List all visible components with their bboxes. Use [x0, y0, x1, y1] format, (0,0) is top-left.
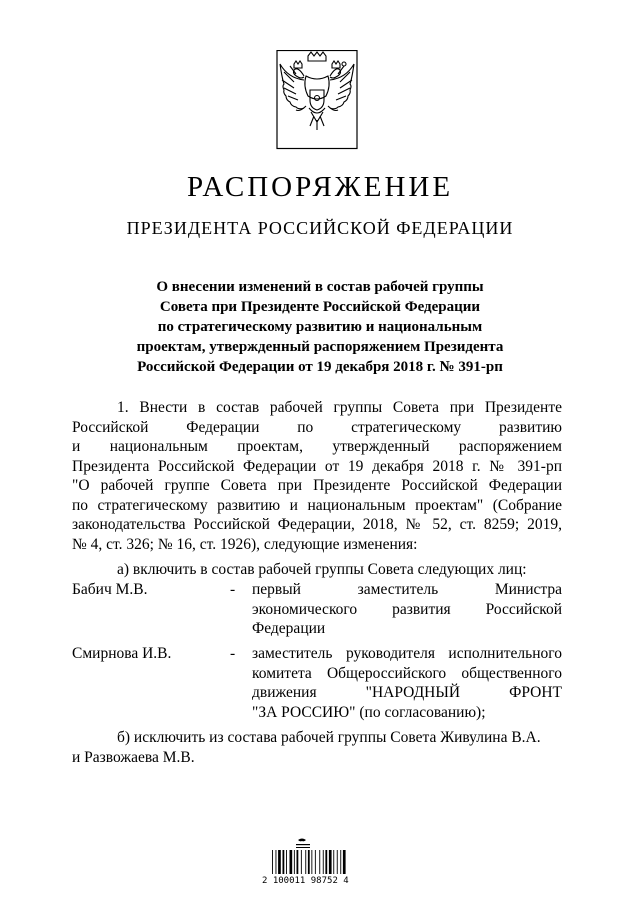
barcode-bar — [294, 850, 295, 874]
paragraph-line: по стратегическому развитию и национальным проектам" (Собрание — [72, 496, 562, 514]
title-line: по стратегическому развитию и национальным — [157, 319, 483, 335]
barcode-bar — [343, 850, 346, 874]
barcode-number: 2 100011 98752 4 — [262, 876, 349, 886]
paragraph-line: Президента Российской Федерации от 19 декабря 2018 г. № 391-рп — [72, 457, 562, 475]
barcode-bar — [340, 850, 341, 874]
role-line: движения "НАРОДНЫЙ ФРОНТ — [252, 684, 562, 701]
barcode-bar — [286, 850, 287, 874]
item-b-line: б) исключить из состава рабочей группы Совета Живулина В.А. — [117, 729, 541, 746]
person-name: Смирнова И.В. — [72, 645, 172, 662]
role-line: заместитель руководителя исполнительного — [252, 645, 562, 662]
document-title — [110, 277, 530, 377]
barcode-bar — [278, 850, 281, 874]
item-a-text: а) включить в состав рабочей группы Совета следующих лиц: — [117, 561, 527, 578]
barcode-bar — [319, 850, 320, 874]
paragraph-line: № 4, ст. 326; № 16, ст. 1926), следующие изменения: — [72, 535, 418, 553]
barcode-bar — [290, 850, 293, 874]
title-line: О внесении изменений в состав рабочей группы — [156, 279, 484, 295]
barcode-bar — [315, 850, 316, 874]
barcode-bar — [325, 850, 327, 874]
role-line: "ЗА РОССИЮ" (по согласованию); — [252, 703, 486, 721]
barcode-bar — [276, 850, 277, 874]
person-role — [252, 644, 562, 722]
title-line: Совета при Президенте Российской Федерации — [159, 299, 481, 315]
document-issuer-heading: ПРЕЗИДЕНТА РОССИЙСКОЙ ФЕДЕРАЦИИ — [126, 218, 514, 238]
role-line: первый заместитель Министра — [252, 581, 562, 598]
paragraph-1 — [72, 398, 562, 554]
barcode-bar — [272, 850, 273, 874]
person-name: Бабич М.В. — [72, 581, 148, 598]
paragraph-line: законодательства Российской Федерации, 2018, № 52, ст. 8259; 2019, — [72, 516, 562, 533]
role-line: экономического развития Российской — [252, 600, 562, 618]
barcode-bar — [301, 850, 302, 874]
paragraph-line: 1. Внести в состав рабочей группы Совета при Президенте — [117, 399, 562, 416]
item-b-line: и Развожаева М.В. — [72, 748, 195, 766]
barcode-bar — [308, 850, 310, 874]
paragraph-line: Российской Федерации по стратегическому развитию — [72, 418, 562, 436]
role-line: комитета Общероссийского общественного — [252, 664, 562, 682]
barcode-bar — [283, 850, 285, 874]
role-line: Федерации — [252, 620, 326, 637]
barcode-bar — [305, 850, 306, 874]
paragraph-line: и национальным проектам, утвержденный распоряжением — [72, 438, 562, 455]
coat-of-arms-emblem — [276, 50, 358, 150]
paragraph-line: "О рабочей группе Совета при Президенте Российской Федерации — [72, 477, 562, 494]
barcode-bar — [311, 850, 312, 874]
document-type-heading: РАСПОРЯЖЕНИЕ — [186, 171, 454, 203]
title-line: Российской Федерации от 19 декабря 2018 г. № 391-рп — [137, 359, 503, 375]
barcode-graphic — [270, 838, 380, 902]
barcode-bar — [337, 850, 338, 874]
barcode-bar — [323, 850, 324, 874]
person-role — [252, 580, 562, 639]
title-line: проектам, утвержденный распоряжением Президента — [136, 339, 504, 355]
barcode-bar — [329, 850, 332, 874]
item-b-text — [72, 728, 562, 767]
person-dash: - — [230, 581, 236, 598]
barcode-bar — [297, 850, 299, 874]
person-dash: - — [230, 645, 236, 662]
barcode-bar — [333, 850, 334, 874]
